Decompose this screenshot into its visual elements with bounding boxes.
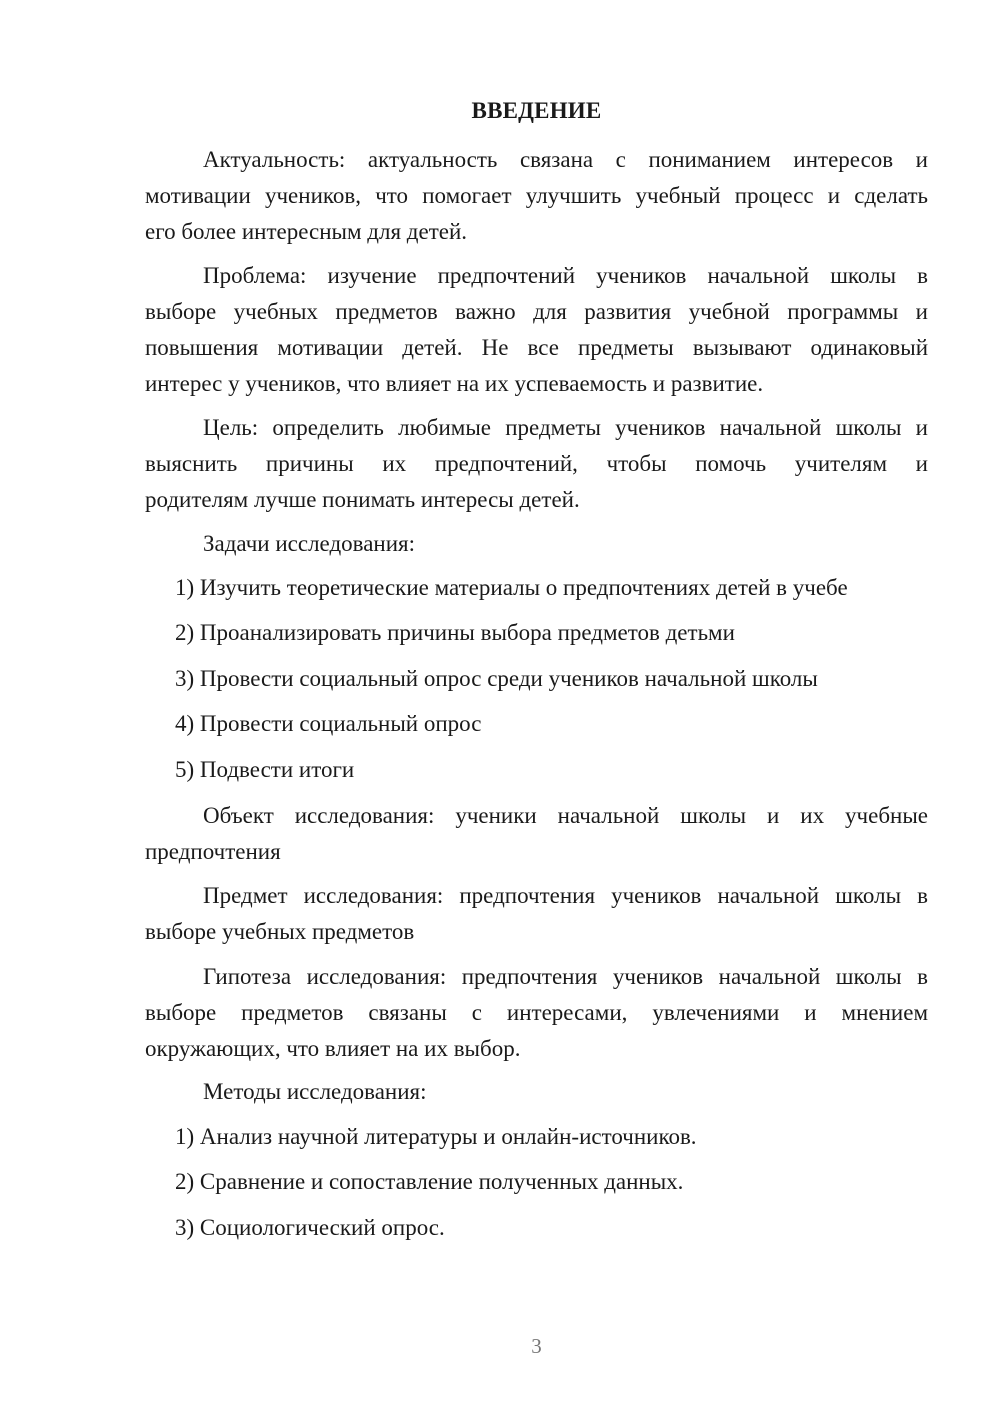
page-number: 3 [531, 1334, 542, 1358]
object-line: Объект исследования: ученики начальной школы и их учебные [203, 803, 928, 828]
subject-paragraph [145, 878, 928, 950]
hypothesis-line: окружающих, что влияет на их выбор. [145, 1036, 521, 1061]
goal-line: выяснить причины их предпочтений, чтобы помочь учителям и [145, 451, 928, 476]
page-title: ВВЕДЕНИЕ [471, 98, 602, 123]
document-page [145, 0, 928, 1414]
method-item: 2) Сравнение и сопоставление полученных данных. [175, 1169, 684, 1194]
hypothesis-line: Гипотеза исследования: предпочтения учеников начальной школы в [203, 964, 928, 989]
task-item: 5) Подвести итоги [175, 757, 355, 782]
task-item: 4) Провести социальный опрос [175, 711, 482, 736]
method-item: 3) Социологический опрос. [175, 1215, 445, 1240]
goal-line: родителям лучше понимать интересы детей. [145, 487, 580, 512]
tasks-heading: Задачи исследования: [203, 531, 416, 556]
task-item: 2) Проанализировать причины выбора предметов детьми [175, 620, 735, 645]
task-item: 1) Изучить теоретические материалы о предпочтениях детей в учебе [175, 575, 848, 600]
goal-line: Цель: определить любимые предметы учеников начальной школы и [203, 415, 928, 440]
problem-line: Проблема: изучение предпочтений учеников начальной школы в [203, 263, 928, 288]
object-paragraph [145, 798, 928, 870]
relevance-line: его более интересным для детей. [145, 219, 468, 244]
methods-heading-block [145, 1074, 928, 1110]
relevance-line: Актуальность: актуальность связана с пониманием интересов и [203, 147, 928, 172]
methods-heading: Методы исследования: [203, 1079, 427, 1104]
method-item: 1) Анализ научной литературы и онлайн-источников. [175, 1124, 697, 1149]
object-line: предпочтения [145, 839, 281, 864]
task-item: 3) Провести социальный опрос среди учеников начальной школы [175, 666, 818, 691]
problem-paragraph [145, 258, 928, 402]
problem-line: интерес у учеников, что влияет на их успеваемость и развитие. [145, 371, 764, 396]
relevance-paragraph [145, 142, 928, 250]
subject-line: Предмет исследования: предпочтения учеников начальной школы в [203, 883, 928, 908]
tasks-heading-block [145, 526, 928, 562]
subject-line: выборе учебных предметов [145, 919, 415, 944]
problem-line: повышения мотивации детей. Не все предметы вызывают одинаковый [145, 335, 928, 360]
relevance-line: мотивации учеников, что помогает улучшить учебный процесс и сделать [145, 183, 928, 208]
hypothesis-line: выборе предметов связаны с интересами, увлечениями и мнением [145, 1000, 928, 1025]
goal-paragraph [145, 410, 928, 518]
problem-line: выборе учебных предметов важно для развития учебной программы и [145, 299, 928, 324]
hypothesis-paragraph [145, 959, 928, 1067]
